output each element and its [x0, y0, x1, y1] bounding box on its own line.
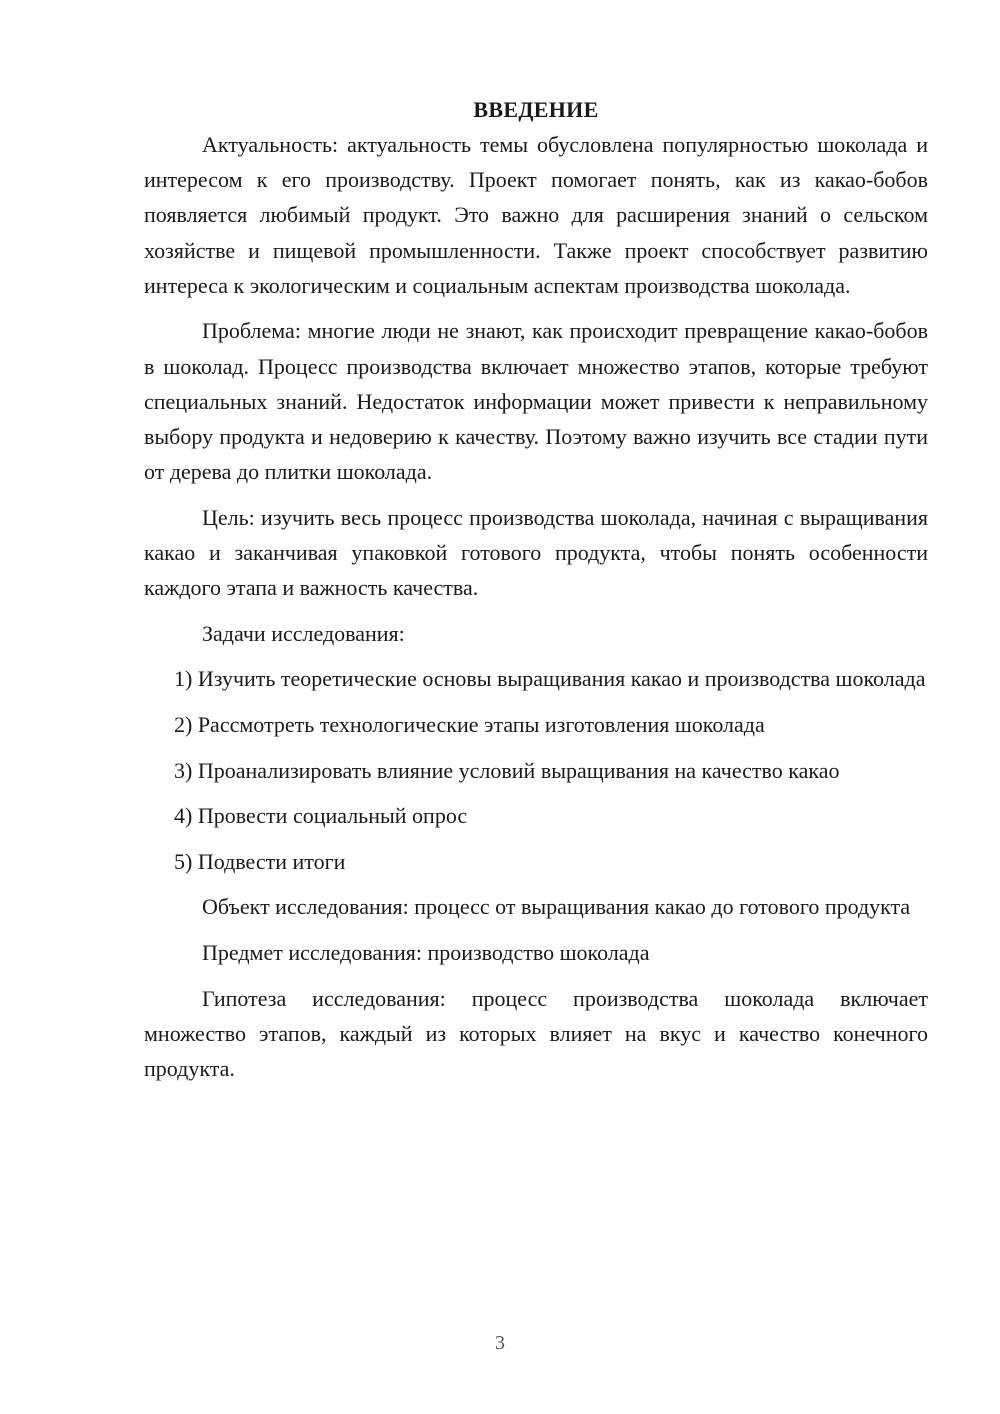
paragraph-hypothesis: Гипотеза исследования: процесс производства шоколада включает множество этапов, каждый из которых влияет на вкус и качество конечного продукта. — [144, 985, 928, 1081]
document-page — [144, 92, 928, 1086]
paragraph-relevance: Актуальность: актуальность темы обусловлена популярностью шоколада и интересом к его производству. Проект помогает понять, как из какао-бобов появляется любимый продукт. Это важно для расширения знаний о сельском хозяйстве и пищевой промышленности. Также проект способствует развитию интереса к экологическим и социальным аспектам производства шоколада. — [144, 132, 928, 298]
paragraph-goal: Цель: изучить весь процесс производства шоколада, начиная с выращивания какао и заканчивая упаковкой готового продукта, чтобы понять особенности каждого этапа и важность качества. — [144, 504, 928, 601]
paragraph-subject: Предмет исследования: производство шоколада — [202, 939, 650, 965]
paragraph-object: Объект исследования: процесс от выращивания какао до готового продукта — [202, 894, 911, 920]
task-item-5: 5) Подвести итоги — [174, 848, 346, 874]
task-item-3: 3) Проанализировать влияние условий выращивания на качество какао — [174, 757, 840, 783]
task-item-4: 4) Провести социальный опрос — [174, 803, 468, 829]
tasks-heading: Задачи исследования: — [202, 620, 405, 646]
paragraph-problem: Проблема: многие люди не знают, как происходит превращение какао-бобов в шоколад. Процесс производства включает множество этапов, которые требуют специальных знаний. Недостаток информации может привести к неправильному выбору продукта и недоверию к качеству. Поэтому важно изучить все стадии пути от дерева до плитки шоколада. — [144, 318, 928, 485]
task-item-1: 1) Изучить теоретические основы выращивания какао и производства шоколада — [174, 666, 926, 692]
page-number: 3 — [495, 1332, 505, 1354]
task-item-2: 2) Рассмотреть технологические этапы изготовления шоколада — [174, 712, 765, 737]
section-title: ВВЕДЕНИЕ — [473, 97, 599, 122]
